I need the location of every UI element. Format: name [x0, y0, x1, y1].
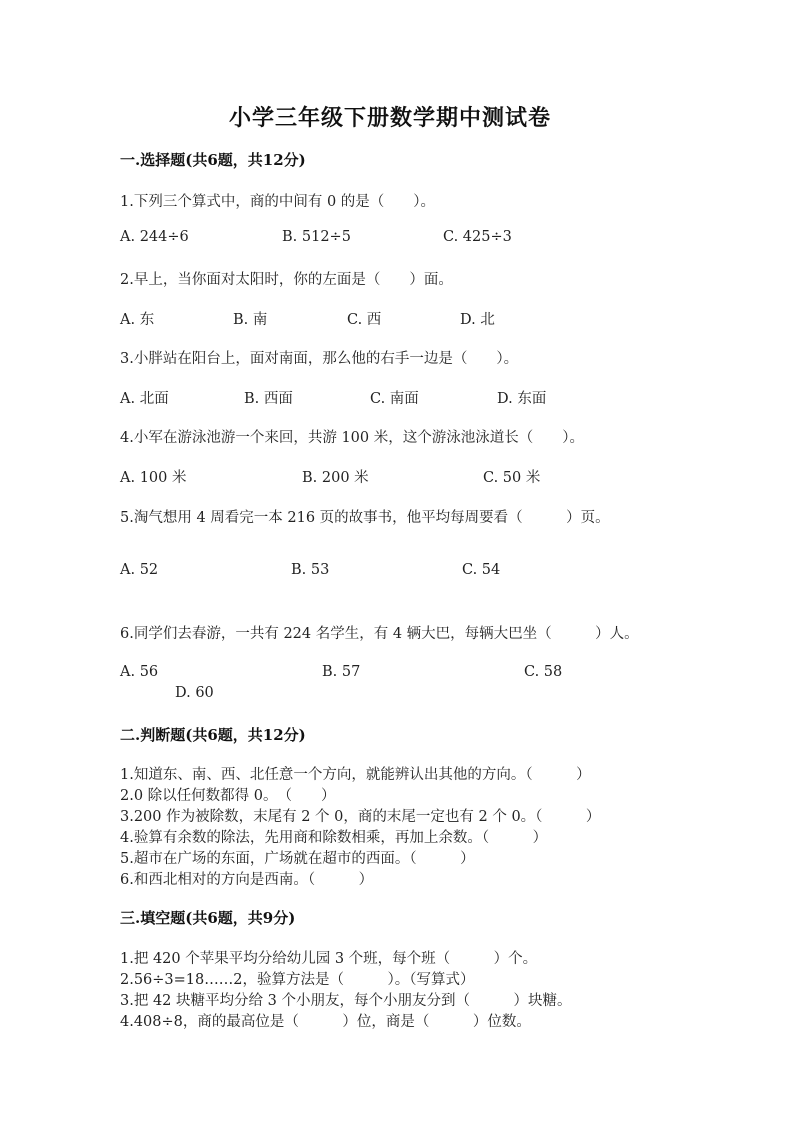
judgment-item: 3.200 作为被除数，末尾有 2 个 0，商的末尾一定也有 2 个 0。（ ）: [120, 809, 601, 825]
section-heading-choice: 一.选择题(共6题，共12分): [120, 151, 306, 169]
section-heading-fill-in: 三.填空题(共6题，共9分): [120, 909, 296, 927]
option-b: B. 200 米: [302, 470, 369, 486]
option-b: B. 512÷5: [282, 229, 351, 245]
question-text: 3.小胖站在阳台上，面对南面，那么他的右手一边是（ ）。: [120, 351, 519, 367]
option-c: C. 南面: [370, 391, 419, 407]
option-a: A. 北面: [120, 391, 169, 407]
fill-in-item: 2.56÷3=18……2，验算方法是（ ）。（写算式）: [120, 972, 475, 988]
option-c: C. 425÷3: [443, 229, 512, 245]
option-c: C. 54: [462, 562, 501, 578]
option-a: A. 56: [120, 664, 159, 680]
question-text: 2.早上，当你面对太阳时，你的左面是（ ）面。: [120, 272, 453, 288]
question-text: 5.淘气想用 4 周看完一本 216 页的故事书，他平均每周要看（ ）页。: [120, 510, 610, 526]
option-a: A. 100 米: [120, 470, 187, 486]
option-d: D. 60: [175, 685, 214, 701]
option-a: A. 东: [120, 312, 155, 328]
question-text: 1.下列三个算式中，商的中间有 0 的是（ ）。: [120, 194, 436, 210]
question-text: 6.同学们去春游，一共有 224 名学生，有 4 辆大巴，每辆大巴坐（ ）人。: [120, 626, 639, 642]
option-a: A. 244÷6: [120, 229, 189, 245]
fill-in-item: 3.把 42 块糖平均分给 3 个小朋友，每个小朋友分到（ ）块糖。: [120, 993, 572, 1009]
option-c: C. 50 米: [483, 470, 541, 486]
fill-in-item: 1.把 420 个苹果平均分给幼儿园 3 个班，每个班（ ）个。: [120, 951, 538, 967]
question-text: 4.小军在游泳池游一个来回，共游 100 米，这个游泳池泳道长（ ）。: [120, 430, 584, 446]
judgment-item: 5.超市在广场的东面，广场就在超市的西面。（ ）: [120, 851, 475, 867]
option-c: C. 58: [524, 664, 563, 680]
option-d: D. 北: [460, 312, 495, 328]
option-d: D. 东面: [497, 391, 547, 407]
section-heading-judgment: 二.判断题(共6题，共12分): [120, 726, 306, 744]
option-b: B. 57: [322, 664, 361, 680]
option-b: B. 53: [291, 562, 330, 578]
option-a: A. 52: [120, 562, 159, 578]
page-title: 小学三年级下册数学期中测试卷: [229, 105, 552, 131]
fill-in-item: 4.408÷8，商的最高位是（ ）位，商是（ ）位数。: [120, 1014, 531, 1030]
judgment-item: 1.知道东、南、西、北任意一个方向，就能辨认出其他的方向。（ ）: [120, 767, 591, 783]
option-c: C. 西: [347, 312, 382, 328]
option-b: B. 南: [233, 312, 268, 328]
judgment-item: 4.验算有余数的除法，先用商和除数相乘，再加上余数。（ ）: [120, 830, 548, 846]
judgment-item: 6.和西北相对的方向是西南。（ ）: [120, 872, 374, 888]
judgment-item: 2.0 除以任何数都得 0。 （ ）: [120, 788, 336, 804]
option-b: B. 西面: [244, 391, 293, 407]
